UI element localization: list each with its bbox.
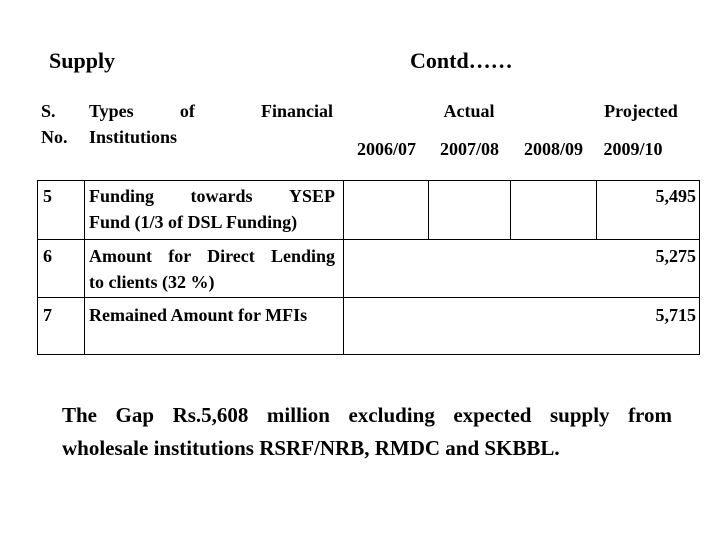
year-header: 2006/07 bbox=[356, 139, 416, 159]
table-border-left bbox=[37, 180, 38, 355]
table-divider bbox=[84, 180, 85, 355]
projected-header: Projected bbox=[604, 101, 678, 121]
types-header: Types of Financial Institutions bbox=[89, 101, 333, 147]
year-header: 2007/08 bbox=[439, 139, 499, 159]
sno-header: S. No. bbox=[41, 101, 68, 147]
row-sno: 5 bbox=[43, 186, 52, 206]
table-divider bbox=[596, 180, 597, 240]
gap-note: The Gap Rs.5,608 million excluding expected supply from wholesale institutions RSRF/NRB, RMDC and SKBBL. bbox=[62, 403, 672, 460]
row-description: Remained Amount for MFIs bbox=[89, 305, 308, 325]
table-border-right bbox=[699, 180, 700, 355]
row-projected-value: 5,495 bbox=[655, 186, 696, 206]
table-rule bbox=[37, 239, 700, 240]
row-sno: 7 bbox=[43, 305, 52, 325]
row-sno: 6 bbox=[43, 246, 52, 266]
table-divider bbox=[510, 180, 511, 240]
table-divider bbox=[428, 180, 429, 240]
row-description: Funding towards YSEP Fund (1/3 of DSL Funding) bbox=[89, 186, 335, 232]
table-rule-bottom bbox=[37, 354, 700, 355]
row-description: Amount for Direct Lending to clients (32 %) bbox=[89, 246, 335, 292]
table-rule bbox=[37, 297, 700, 298]
year-header: 2009/10 bbox=[603, 139, 663, 159]
actual-header: Actual bbox=[443, 101, 495, 121]
continued-label: Contd…… bbox=[410, 48, 513, 73]
row-projected-value: 5,715 bbox=[655, 305, 696, 325]
table-divider bbox=[343, 180, 344, 355]
year-header: 2008/09 bbox=[523, 139, 583, 159]
section-title: Supply bbox=[49, 48, 116, 73]
table-rule-top bbox=[37, 180, 700, 181]
row-projected-value: 5,275 bbox=[655, 246, 696, 266]
